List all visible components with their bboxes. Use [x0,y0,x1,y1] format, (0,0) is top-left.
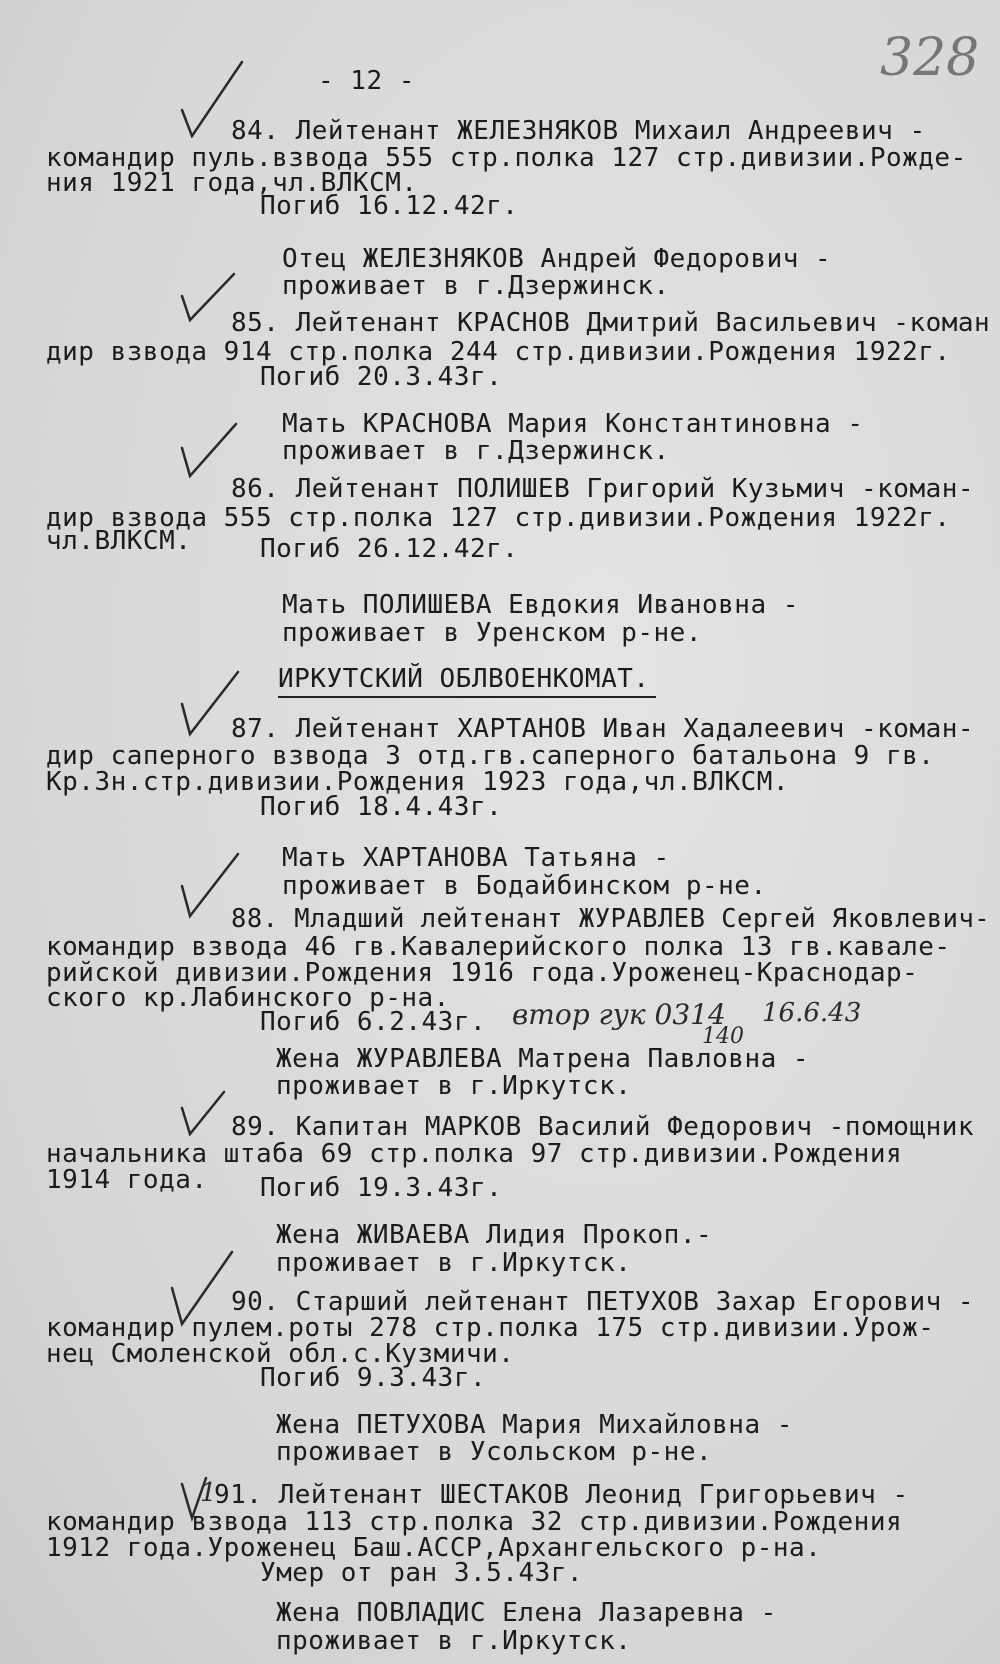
entry-85-relative: Мать КРАСНОВА Мария Константиновна - [282,409,864,439]
handwritten-note-88-date: 16.6.43 [762,998,862,1028]
page-number: - 12 - [318,66,415,96]
entry-86-line-2: дир взвода 555 стр.полка 127 стр.дивизии.Рождения 1922г. [46,503,951,533]
entry-90-residence: проживает в Усольском р-не. [276,1437,713,1467]
entry-89-relative: Жена ЖИВАЕВА Лидия Прокоп.- [276,1220,713,1250]
entry-85-residence: проживает в г.Дзержинск. [282,436,670,466]
handwritten-91-prefix: 1 [200,1478,217,1508]
entry-84-line-2: командир пуль.взвода 555 стр.полка 127 стр.дивизии.Рожде- [46,143,967,173]
entry-88-death: Погиб 6.2.43г. [260,1007,487,1037]
entry-88-relative: Жена ЖУРАВЛЕВА Матрена Павловна - [276,1044,810,1074]
entry-86-line-3: чл.ВЛКСМ. [46,526,192,556]
entry-91-line-1: 91. Лейтенант ШЕСТАКОВ Леонид Григорьевич - [214,1480,909,1510]
entry-84-residence: проживает в г.Дзержинск. [282,271,670,301]
entry-89-residence: проживает в г.Иркутск. [276,1248,632,1278]
entry-87-residence: проживает в Бодайбинском р-не. [282,871,767,901]
entry-89-death: Погиб 19.3.43г. [260,1173,503,1203]
entry-90-relative: Жена ПЕТУХОВА Мария Михайловна - [276,1410,793,1440]
entry-87-line-1: 87. Лейтенант ХАРТАНОВ Иван Хадалеевич -коман- [231,714,975,744]
entry-87-line-3: Кр.Зн.стр.дивизии.Рождения 1923 года,чл.ВЛКСМ. [46,767,790,797]
entry-84-line-3: ния 1921 года,чл.ВЛКСМ. [46,168,418,198]
entry-85-line-2: дир взвода 914 стр.полка 244 стр.дивизии.Рождения 1922г. [46,337,951,367]
entry-88-line-2: командир взвода 46 гв.Кавалерийского полка 13 гв.кавале- [46,932,951,962]
entry-91-relative: Жена ПОВЛАДИС Елена Лазаревна - [276,1598,777,1628]
entry-90-line-3: нец Смоленской обл.с.Кузмичи. [46,1339,515,1369]
entry-90-line-2: командир пулем.роты 278 стр.полка 175 стр.дивизии.Урож- [46,1313,935,1343]
entry-88-residence: проживает в г.Иркутск. [276,1071,632,1101]
handwritten-note-88-sub: 140 [702,1024,744,1049]
entry-88-line-1: 88. Младший лейтенант ЖУРАВЛЕВ Сергей Яковлевич- [231,904,991,934]
entry-84-death: Погиб 16.12.42г. [260,191,519,221]
entry-88-line-3: рийской дивизии.Рождения 1916 года.Уроженец-Краснодар- [46,958,919,988]
entry-85-line-1: 85. Лейтенант КРАСНОВ Дмитрий Васильевич -коман [231,308,991,338]
handwritten-note-88: втор гук 0314 [512,998,726,1031]
entry-87-death: Погиб 18.4.43г. [260,792,503,822]
entry-86-line-1: 86. Лейтенант ПОЛИШЕВ Григорий Кузьмич -коман- [231,474,975,504]
entry-89-line-3: 1914 года. [46,1165,208,1195]
section-heading-underline [278,696,656,698]
entry-84-line-1: 84. Лейтенант ЖЕЛЕЗНЯКОВ Михаил Андреевич - [231,116,926,146]
entry-91-line-3: 1912 года.Уроженец Баш.АССР,Архангельского р-на. [46,1533,822,1563]
entry-87-relative: Мать ХАРТАНОВА Татьяна - [282,843,670,873]
section-heading: ИРКУТСКИЙ ОБЛВОЕНКОМАТ. [278,664,650,694]
entry-91-death: Умер от ран 3.5.43г. [260,1558,584,1588]
checkmark-86-icon [178,420,248,480]
entry-88-line-4: ского кр.Лабинского р-на. [46,983,450,1013]
entry-85-death: Погиб 20.3.43г. [260,362,503,392]
entry-87-line-2: дир саперного взвода 3 отд.гв.саперного батальона 9 гв. [46,741,935,771]
entry-86-death: Погиб 26.12.42г. [260,534,519,564]
entry-90-line-1: 90. Старший лейтенант ПЕТУХОВ Захар Егорович - [231,1287,975,1317]
entry-90-death: Погиб 9.3.43г. [260,1363,487,1393]
entry-89-line-1: 89. Капитан МАРКОВ Василий Федорович -помощник [231,1112,975,1142]
entry-91-residence: проживает в г.Иркутск. [276,1626,632,1656]
archive-stamp-number: 328 [880,28,980,88]
entry-86-relative: Мать ПОЛИШЕВА Евдокия Ивановна - [282,590,799,620]
entry-89-line-2: начальника штаба 69 стр.полка 97 стр.дивизии.Рождения [46,1139,903,1169]
entry-91-line-2: командир взвода 113 стр.полка 32 стр.дивизии.Рождения [46,1507,903,1537]
entry-86-residence: проживает в Уренском р-не. [282,618,702,648]
entry-84-relative: Отец ЖЕЛЕЗНЯКОВ Андрей Федорович - [282,244,832,274]
